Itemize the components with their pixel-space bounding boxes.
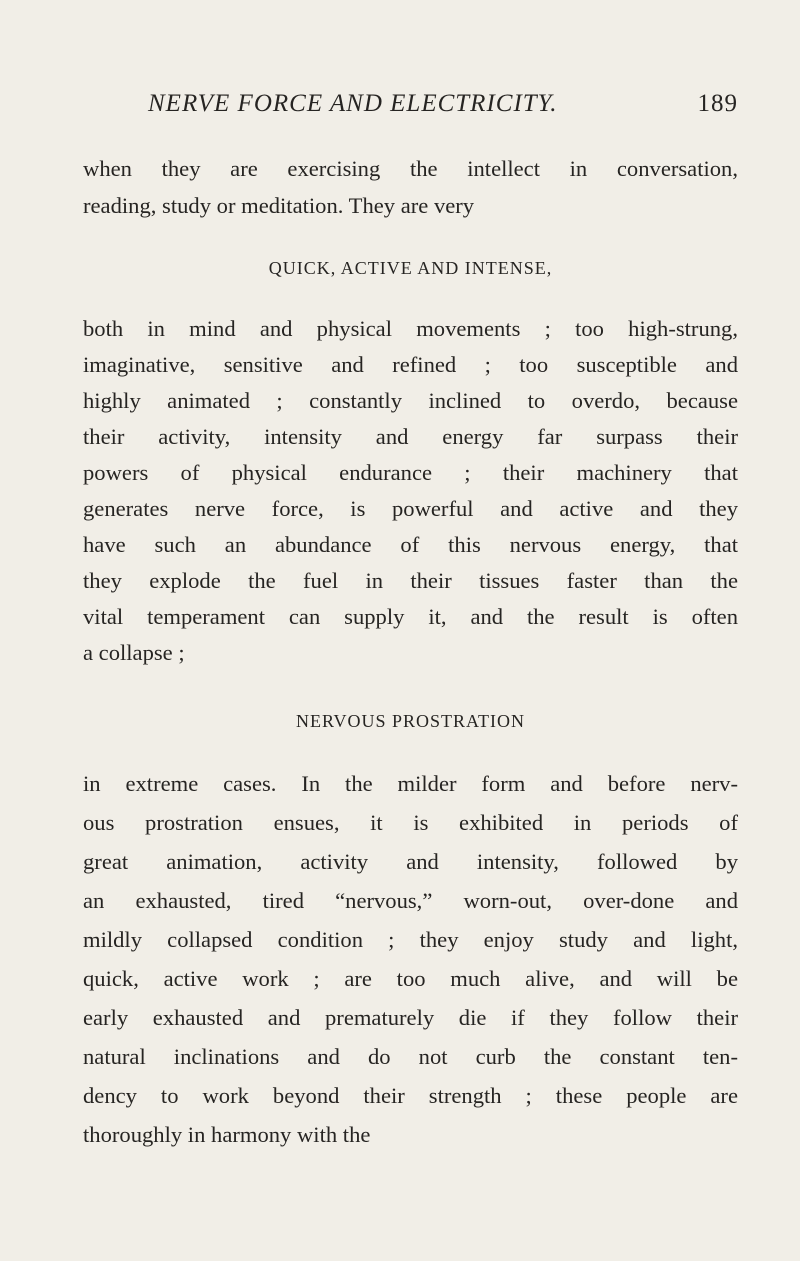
text-line: imaginative, sensitive and refined ; too susceptible and <box>83 352 738 377</box>
text-line: vital temperament can supply it, and the result is often <box>83 604 738 629</box>
running-head-title: NERVE FORCE AND ELECTRICITY. <box>148 90 558 117</box>
text-line: powers of physical endurance ; their machinery that <box>83 460 738 485</box>
text-line: their activity, intensity and energy far surpass their <box>83 424 738 449</box>
text-line: in extreme cases. In the milder form and before nerv- <box>83 771 738 796</box>
text-line: they explode the fuel in their tissues faster than the <box>83 568 738 593</box>
page-number: 189 <box>697 90 738 117</box>
text-line: an exhausted, tired “nervous,” worn-out, over-done and <box>83 888 738 913</box>
text-line: quick, active work ; are too much alive, and will be <box>83 966 738 991</box>
text-line: when they are exercising the intellect in conversation, <box>83 156 738 181</box>
text-line: dency to work beyond their strength ; these people are <box>83 1083 738 1108</box>
text-line: early exhausted and prematurely die if they follow their <box>83 1005 738 1030</box>
text-line: ous prostration ensues, it is exhibited in periods of <box>83 810 738 835</box>
running-head <box>148 90 738 130</box>
text-line: have such an abundance of this nervous energy, that <box>83 532 738 557</box>
text-line: highly animated ; constantly inclined to overdo, because <box>83 388 738 413</box>
text-line: thoroughly in harmony with the <box>83 1122 371 1147</box>
text-line: generates nerve force, is powerful and active and they <box>83 496 738 521</box>
text-line: great animation, activity and intensity, followed by <box>83 849 738 874</box>
subheading-quick-active-intense: QUICK, ACTIVE AND INTENSE, <box>268 258 553 278</box>
text-line: a collapse ; <box>83 640 185 665</box>
text-line: natural inclinations and do not curb the constant ten- <box>83 1044 738 1069</box>
subheading-nervous-prostration: NERVOUS PROSTRATION <box>295 711 526 731</box>
text-line: mildly collapsed condition ; they enjoy study and light, <box>83 927 738 952</box>
text-line: reading, study or meditation. They are very <box>83 193 475 218</box>
text-line: both in mind and physical movements ; too high-strung, <box>83 316 738 341</box>
